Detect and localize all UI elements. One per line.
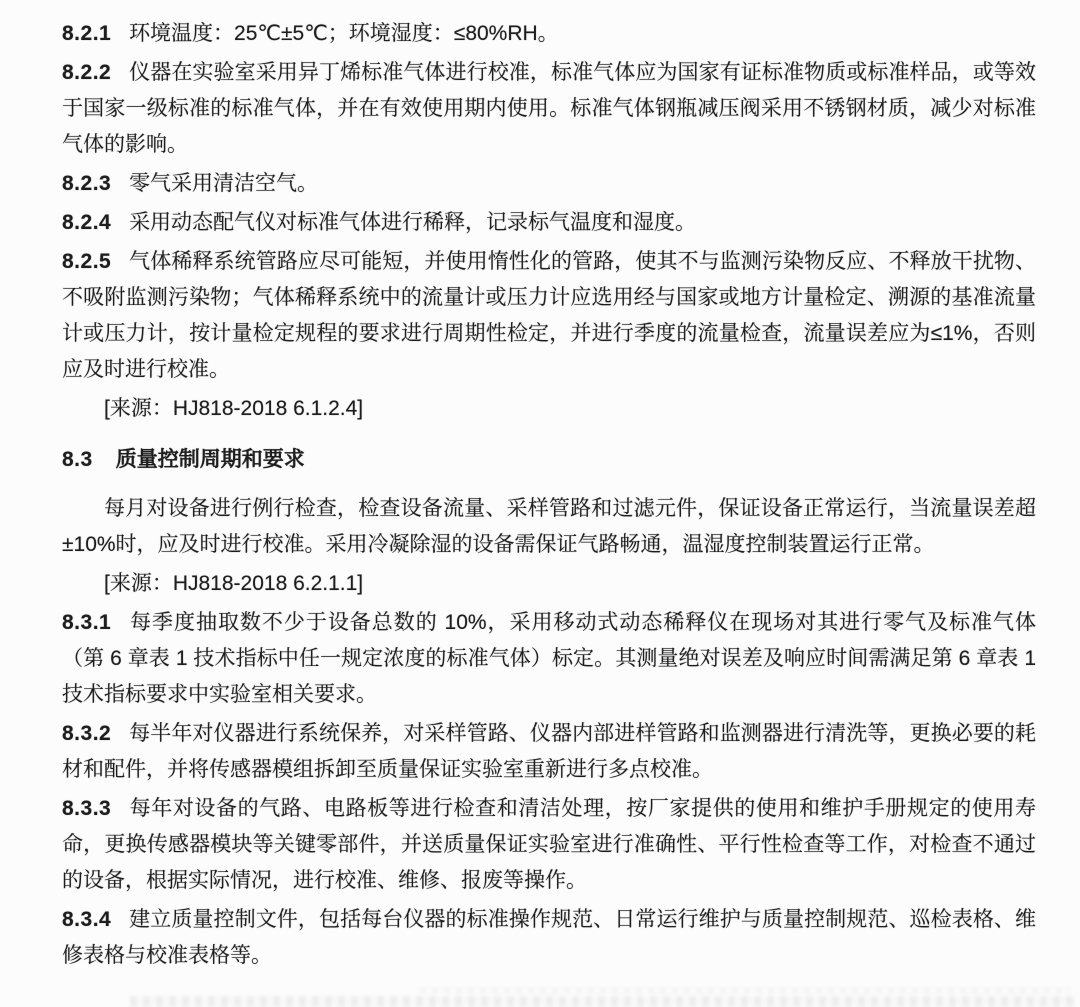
clause-8-2-2 bbox=[62, 55, 1036, 163]
heading-number: 8.3 bbox=[62, 448, 93, 471]
clause-8-2-4 bbox=[62, 205, 1036, 241]
clause-8-2-5 bbox=[62, 244, 1036, 388]
clause-text: 气体稀释系统管路应尽可能短，并使用惰性化的管路，使其不与监测污染物反应、不释放干扰物、不吸附监测污染物；气体稀释系统中的流量计或压力计应选用经与国家或地方计量检定、溯源的基准流量计或压力计，按计量检定规程的要求进行周期性检定，并进行季度的流量检查，流量误差应为≤1%，否则应及时进行校准。 bbox=[62, 250, 1036, 381]
clause-text: 每年对设备的气路、电路板等进行检查和清洁处理，按厂家提供的使用和维护手册规定的使用寿命，更换传感器模块等关键零部件，并送质量保证实验室进行准确性、平行性检查等工作，对检查不通过的设备，根据实际情况，进行校准、维修、报废等操作。 bbox=[62, 797, 1036, 892]
clause-8-2-1 bbox=[62, 16, 1036, 52]
clause-text: 每半年对仪器进行系统保养，对采样管路、仪器内部进样管路和监测器进行清洗等，更换必要的耗材和配件，并将传感器模组拆卸至质量保证实验室重新进行多点校准。 bbox=[62, 722, 1036, 781]
clause-text: 环境温度：25℃±5℃；环境湿度：≤80%RH。 bbox=[129, 22, 559, 45]
clause-number: 8.3.3 bbox=[62, 797, 112, 820]
clause-number: 8.3.1 bbox=[62, 611, 112, 634]
clause-8-3-3 bbox=[62, 791, 1036, 899]
clause-number: 8.2.2 bbox=[62, 61, 112, 84]
clause-number: 8.2.3 bbox=[62, 172, 112, 195]
source-text: [来源：HJ818-2018 6.2.1.1] bbox=[104, 572, 364, 595]
clause-8-3-1 bbox=[62, 605, 1036, 713]
clause-number: 8.3.4 bbox=[62, 908, 112, 931]
clause-number: 8.2.1 bbox=[62, 22, 112, 45]
lead-paragraph bbox=[62, 491, 1036, 563]
clause-text: 零气采用清洁空气。 bbox=[129, 172, 319, 195]
source-reference-1 bbox=[62, 391, 1036, 427]
clause-text: 建立质量控制文件，包括每台仪器的标准操作规范、日常运行维护与质量控制规范、巡检表格、维修表格与校准表格等。 bbox=[62, 908, 1036, 967]
clause-text: 仪器在实验室采用异丁烯标准气体进行校准，标准气体应为国家有证标准物质或标准样品，或等效于国家一级标准的标准气体，并在有效使用期内使用。标准气体钢瓶减压阀采用不锈钢材质，减少对标准气体的影响。 bbox=[62, 61, 1036, 156]
clause-number: 8.2.5 bbox=[62, 250, 112, 273]
clause-8-3-4 bbox=[62, 902, 1036, 974]
paragraph-text: 每月对设备进行例行检查，检查设备流量、采样管路和过滤元件，保证设备正常运行，当流量误差超±10%时，应及时进行校准。采用冷凝除湿的设备需保证气路畅通，温湿度控制装置运行正常。 bbox=[62, 497, 1036, 556]
clause-number: 8.2.4 bbox=[62, 211, 112, 234]
clause-8-2-3 bbox=[62, 166, 1036, 202]
clause-text: 采用动态配气仪对标准气体进行稀释，记录标气温度和湿度。 bbox=[129, 211, 697, 234]
source-reference-2 bbox=[62, 566, 1036, 602]
faint-cutoff-text-remnant-upper bbox=[420, 987, 1070, 994]
clause-text: 每季度抽取数不少于设备总数的 10%，采用移动式动态稀释仪在现场对其进行零气及标准气体（第 6 章表 1 技术指标中任一规定浓度的标准气体）标定。其测量绝对误差及响应时间需满足第 6 章表 1 技术指标要求中实验室相关要求。 bbox=[62, 611, 1036, 706]
clause-number: 8.3.2 bbox=[62, 722, 112, 745]
clause-8-3-2 bbox=[62, 716, 1036, 788]
source-text: [来源：HJ818-2018 6.1.2.4] bbox=[104, 397, 364, 420]
faint-cutoff-text-remnant bbox=[130, 996, 1076, 1007]
section-heading-8-3 bbox=[62, 442, 1036, 478]
heading-title: 质量控制周期和要求 bbox=[115, 448, 305, 471]
